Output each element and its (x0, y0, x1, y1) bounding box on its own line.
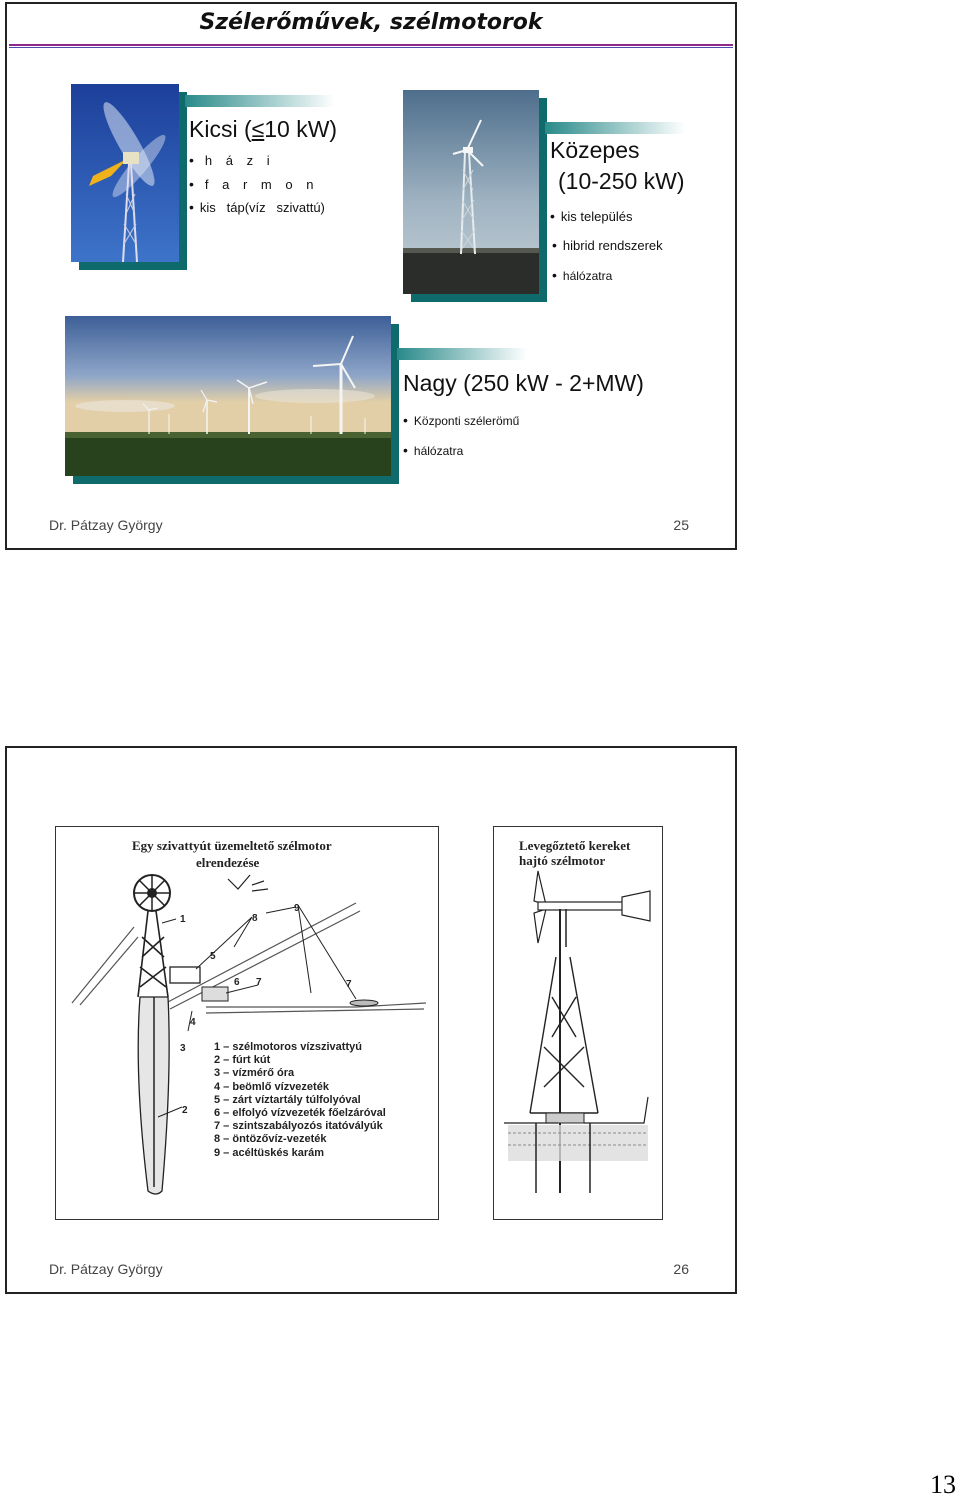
callout-3: 3 (180, 1043, 186, 1054)
small-item-2: • f a r m o n (189, 176, 318, 192)
legend-list (214, 1041, 386, 1160)
slide-title: Szélerőművek, szélmotorok (199, 10, 543, 35)
footer-author: Dr. Pátzay György (49, 1261, 163, 1277)
small-item-1: • h á z i (189, 152, 275, 168)
diagram-title-line2: hajtó szélmotor (519, 853, 606, 868)
wind-farm-photo (65, 316, 391, 476)
callout-1: 1 (180, 914, 186, 925)
legend-item: 2 – fúrt kút (214, 1054, 271, 1067)
legend-item: 8 – öntözővíz-vezeték (214, 1133, 327, 1146)
diagram-title-line1: Levegőztető kereket (519, 838, 631, 853)
callout-9: 9 (294, 903, 300, 914)
card-header-bar (185, 95, 335, 107)
medium-turbine-photo (403, 90, 539, 294)
legend-item: 7 – szintszabályozós itatóvályúk (214, 1120, 383, 1133)
footer-page-number: 26 (673, 1261, 689, 1277)
callout-6: 6 (234, 977, 240, 988)
aerator-windmill-diagram (493, 826, 663, 1220)
card-header-bar (545, 122, 685, 134)
diagram-title-line2: elrendezése (196, 855, 260, 870)
footer-author: Dr. Pátzay György (49, 517, 163, 533)
legend-item: 5 – zárt víztartály túlfolyóval (214, 1093, 361, 1106)
medium-item-3: • hálózatra (552, 267, 612, 283)
legend-item: 9 – acéltüskés karám (214, 1146, 325, 1159)
pump-windmill-drawing (56, 827, 438, 1219)
pump-windmill-diagram (55, 826, 439, 1220)
large-item-2: • hálózatra (403, 442, 463, 458)
card-accent (179, 92, 187, 270)
medium-item-1: • kis település (550, 208, 632, 224)
document-page-number: 13 (930, 1470, 956, 1499)
callout-7a: 7 (256, 977, 262, 988)
small-item-3: • kis táp(víz szivattú) (189, 199, 325, 215)
legend-item: 6 – elfolyó vízvezeték főelzáróval (214, 1107, 386, 1120)
aerator-windmill-drawing (494, 827, 662, 1219)
callout-4: 4 (190, 1017, 196, 1028)
medium-heading-line1: Közepes (550, 137, 640, 163)
callout-8: 8 (252, 913, 258, 924)
large-heading: Nagy (250 kW - 2+MW) (403, 370, 644, 396)
small-turbine-photo (71, 84, 179, 262)
medium-item-2: • hibrid rendszerek (552, 237, 663, 253)
callout-7b: 7 (346, 979, 352, 990)
large-item-1: • Központi szélerömű (403, 412, 519, 428)
medium-heading-line2: (10-250 kW) (558, 168, 685, 194)
slide-25 (5, 2, 737, 550)
legend-item: 4 – beömlő vízvezeték (214, 1080, 329, 1093)
callout-5: 5 (210, 951, 216, 962)
diagram-title-line1: Egy szivattyút üzemeltető szélmotor (132, 838, 332, 853)
card-header-bar (397, 348, 527, 360)
title-divider (9, 44, 733, 48)
legend-item: 3 – vízmérő óra (214, 1067, 295, 1080)
slide-26 (5, 746, 737, 1294)
callout-2: 2 (182, 1105, 188, 1116)
footer-page-number: 25 (673, 517, 689, 533)
legend-item: 1 – szélmotoros vízszivattyú (214, 1041, 362, 1053)
small-heading: Kicsi (≤10 kW) (189, 116, 338, 142)
